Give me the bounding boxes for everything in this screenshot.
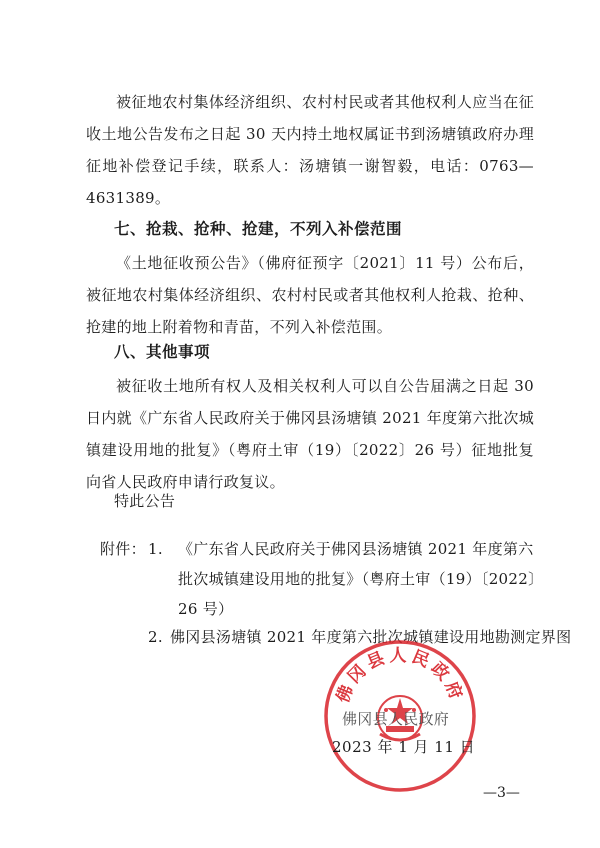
attachment-2-number: 2. bbox=[148, 628, 163, 646]
issue-date: 2023 年 1 月 11 日 bbox=[332, 738, 476, 756]
issuer-name: 佛冈县人民政府 bbox=[342, 710, 450, 728]
paragraph-no-compensation: 《土地征收预公告》（佛府征预字〔2021〕11 号）公布后，被征地农村集体经济组织、农村村民或者其他权利人抢栽、抢种、抢建的地上附着物和青苗，不列入补偿范围。 bbox=[86, 254, 534, 336]
section-heading-8: 八、其他事项 bbox=[114, 343, 211, 361]
attachment-1-line-3: 26 号） bbox=[178, 600, 234, 618]
closing-remark: 特此公告 bbox=[114, 492, 176, 510]
attachment-2-text: 佛冈县汤塘镇 2021 年度第六批次城镇建设用地勘测定界图 bbox=[170, 628, 572, 646]
seal-text: 佛冈县人民政府 bbox=[332, 645, 468, 706]
page-number: —3— bbox=[483, 785, 520, 801]
paragraph-administrative-review: 被征收土地所有权人及相关权利人可以自公告届满之日起 30 日内就《广东省人民政府关于佛冈县汤塘镇 2021 年度第六批次城镇建设用地的批复》（粤府土审（19）〔2022〕26 号）征地批复向省人民政府申请行政复议。 bbox=[86, 377, 534, 491]
attachments-label: 附件： bbox=[100, 540, 146, 558]
attachment-1-line-2: 批次城镇建设用地的批复》（粤府土审（19）〔2022〕 bbox=[178, 570, 544, 588]
attachment-1-line-1: 《广东省人民政府关于佛冈县汤塘镇 2021 年度第六 bbox=[178, 540, 534, 558]
attachment-1-number: 1. bbox=[148, 540, 163, 558]
section-heading-7: 七、抢栽、抢种、抢建，不列入补偿范围 bbox=[114, 220, 403, 238]
paragraph-compensation-registration: 被征地农村集体经济组织、农村村民或者其他权利人应当在征收土地公告发布之日起 30 天内持土地权属证书到汤塘镇政府办理征地补偿登记手续，联系人：汤塘镇一谢智毅，电话：0763—4631389。 bbox=[86, 93, 534, 207]
